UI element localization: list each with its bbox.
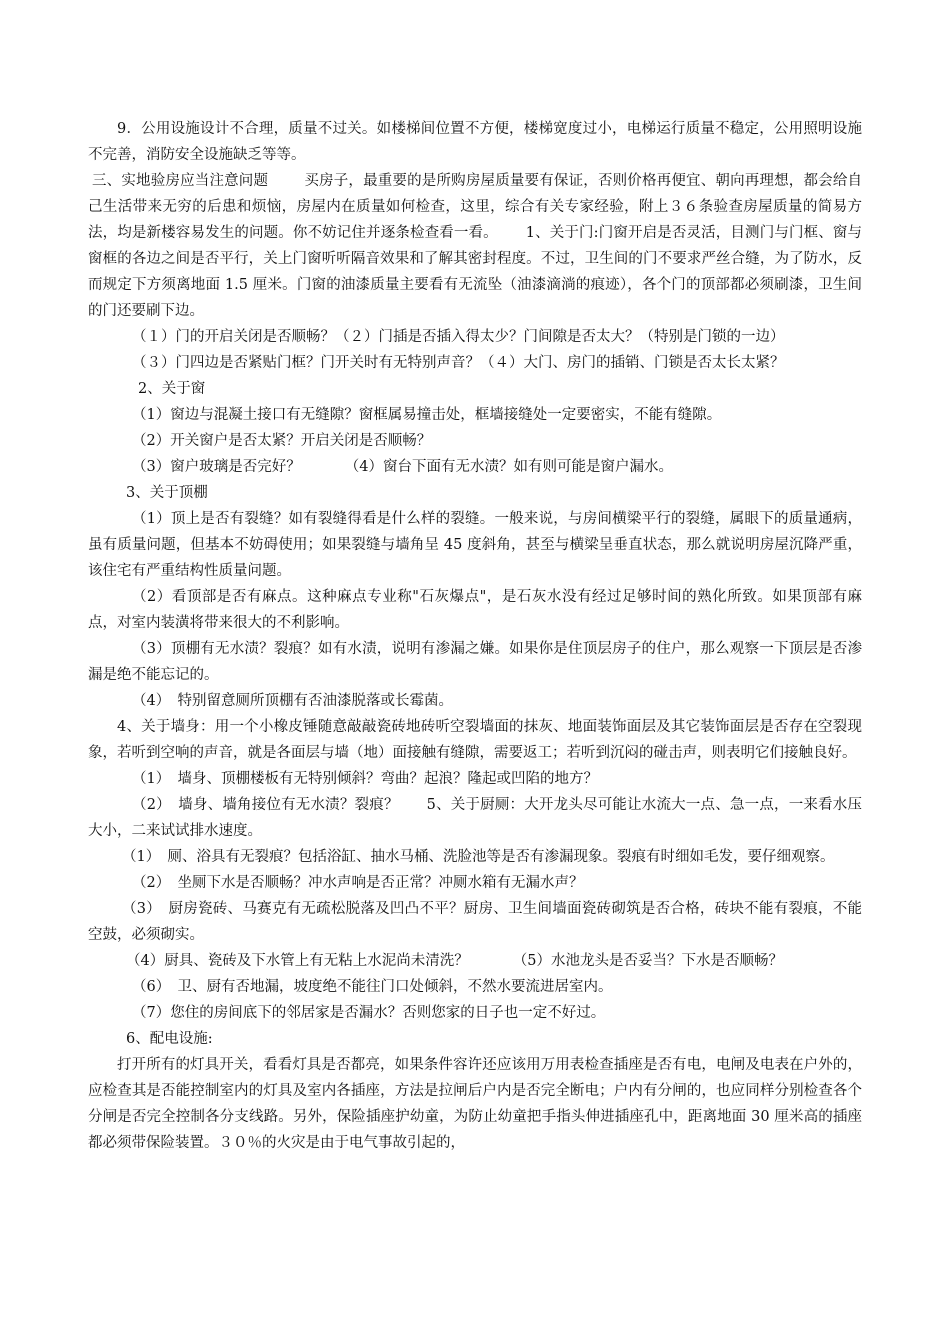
section-3-text: 买房子，最重要的是所购房屋质量要有保证，否则价格再便宜、朝向再理想，都会给自己生活带来无穷的后患和烦恼，房屋内在质量如何检查，这里，综合有关专家经验，附上３６条验查房屋质量的简易方法，均是新楼容易发生的问题。你不妨记住并逐条检查看一看。: [88, 173, 863, 241]
ceiling-heading: 3、关于顶棚: [126, 485, 208, 501]
door-questions-2: （３）门四边是否紧贴门框？门开关时有无特别声音？（４）大门、房门的插销、门锁是否太长太紧？: [132, 355, 785, 371]
section-3-paragraph: [88, 168, 862, 324]
ceiling-question-1: （1）顶上是否有裂缝？如有裂缝得看是什么样的裂缝。一般来说，与房间横梁平行的裂缝，属眼下的质量通病，虽有质量问题，但基本不妨碍使用；如果裂缝与墙角呈 45 度斜角，甚至与横梁呈垂直状态，那么就说明房屋沉降严重，该住宅有严重结构性质量问题。: [88, 511, 862, 579]
window-questions-3-4: （3）窗户玻璃是否完好？ （4）窗台下面有无水渍？如有则可能是窗户漏水。: [132, 459, 673, 475]
kitchen-question-3: （3） 厨房瓷砖、马赛克有无疏松脱落及凹凸不平？厨房、卫生间墙面瓷砖砌筑是否合格，砖块不能有裂痕，不能空鼓，必须砌实。: [88, 901, 862, 943]
door-heading: 1、关于门:: [525, 225, 599, 241]
wall-paragraph: 4、关于墙身：用一个小橡皮锤随意敲敲瓷砖地砖听空裂墙面的抹灰、地面装饰面层及其它装饰面层是否存在空裂现象，若听到空响的声音，就是各面层与墙（地）面接触有缝隙，需要返工；若听到沉闷的碰击声，则表明它们接触良好。: [88, 719, 862, 761]
window-question-2: （2）开关窗户是否太紧？开启关闭是否顺畅？: [132, 433, 432, 449]
document-page: [88, 116, 862, 1156]
electrical-paragraph: 打开所有的灯具开关，看看灯具是否都亮，如果条件容许还应该用万用表检查插座是否有电，电闸及电表在户外的，应检查其是否能控制室内的灯具及室内各插座，方法是拉闸后户内是否完全断电；户内有分闸的，也应同样分别检查各个分闸是否完全控制各分支线路。另外，保险插座护幼童，为防止幼童把手指头伸进插座孔中，距离地面 30 厘米高的插座都必须带保险装置。３０％的火灾是由于电气事故引起的，: [88, 1057, 862, 1151]
ceiling-question-2: （2）看顶部是否有麻点。这种麻点专业称"石灰爆点"，是石灰水没有经过足够时间的熟化所致。如果顶部有麻点，对室内装潢将带来很大的不利影响。: [88, 589, 862, 631]
ceiling-question-3: （3）顶棚有无水渍？裂痕？如有水渍，说明有渗漏之嫌。如果你是住顶层房子的住户，那么观察一下顶层是否渗漏是绝不能忘记的。: [88, 641, 862, 683]
wall-kitchen-paragraph: （2） 墙身、墙角接位有无水渍？裂痕？ 5、关于厨厕：大开龙头尽可能让水流大一点、急一点，一来看水压大小，二来试试排水速度。: [88, 797, 862, 839]
kitchen-question-2: （2） 坐厕下水是否顺畅？冲水声响是否正常？冲厕水箱有无漏水声？: [132, 875, 584, 891]
window-question-1: （1）窗边与混凝土接口有无缝隙？窗框属易撞击处，框墙接缝处一定要密实，不能有缝隙。: [132, 407, 722, 423]
wall-question-1: （1） 墙身、顶棚楼板有无特别倾斜？弯曲？起浪？隆起或凹陷的地方？: [132, 771, 598, 787]
kitchen-questions-4-5: （4）厨具、瓷砖及下水管上有无粘上水泥尚未清洗？ （5）水池龙头是否妥当？下水是否顺畅？: [126, 953, 783, 969]
paragraph-item-9: 9．公用设施设计不合理，质量不过关。如楼梯间位置不方便，楼梯宽度过小，电梯运行质量不稳定，公用照明设施不完善，消防安全设施缺乏等等。: [88, 121, 862, 163]
door-text: 门窗开启是否灵活，目测门与门框、窗与窗框的各边之间是否平行，关上门窗听听隔音效果和了解其密封程度。不过，卫生间的门不要求严丝合缝，为了防水，反而规定下方须离地面 1.5 厘米。门窗的油漆质量主要看有无流坠（油漆滴淌的痕迹），各个门的顶部都必须刷漆，卫生间的门还要刷下边。: [88, 225, 863, 319]
ceiling-question-4: （4） 特别留意厕所顶棚有否油漆脱落或长霉菌。: [132, 693, 453, 709]
kitchen-question-6: （6） 卫、厨有否地漏，坡度绝不能往门口处倾斜，不然水要流进居室内。: [132, 979, 613, 995]
door-questions-1: （１）门的开启关闭是否顺畅？（２）门插是否插入得太少？门间隙是否太大？（特别是门锁的一边）: [132, 329, 785, 345]
window-heading: 2、关于窗: [138, 381, 206, 397]
section-3-title: 三、实地验房应当注意问题: [92, 173, 269, 189]
kitchen-question-7: （7）您住的房间底下的邻居家是否漏水？否则您家的日子也一定不好过。: [132, 1005, 606, 1021]
electrical-heading: 6、配电设施:: [126, 1031, 213, 1047]
kitchen-question-1: （1） 厕、浴具有无裂痕？包括浴缸、抽水马桶、洗脸池等是否有渗漏现象。裂痕有时细如毛发，要仔细观察。: [122, 849, 835, 865]
